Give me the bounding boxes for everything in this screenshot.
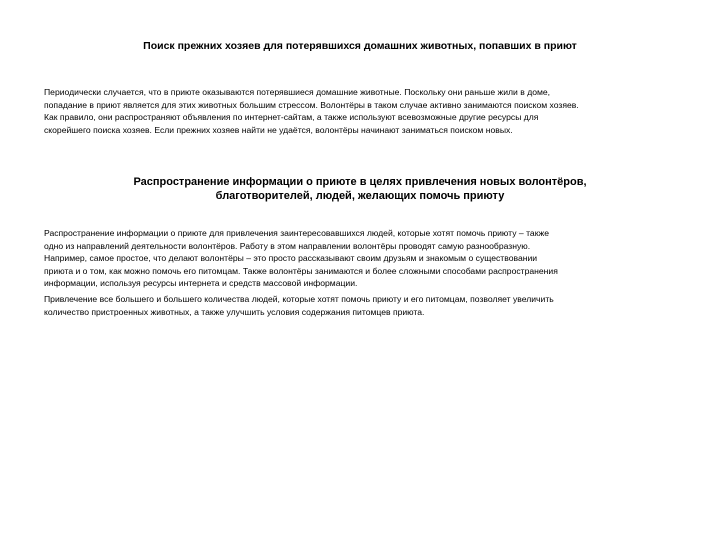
paragraph-line: Как правило, они распространяют объявления по интернет-сайтам, а также используют всевозможные другие ресурсы для: [44, 112, 539, 123]
paragraph-line: попадание в приют является для этих животных большим стрессом. Волонтёры в таком случае активно занимаются поиском хозяев.: [44, 99, 579, 110]
paragraph-line: Распространение информации о приюте для привлечения заинтересовавшихся людей, которые хотят помочь приюту – также: [44, 228, 549, 238]
paragraph-owner-search: [44, 86, 674, 136]
paragraph-line: Периодически случается, что в приюте оказываются потерявшиеся домашние животные. Поскольку они раньше жили в доме,: [44, 87, 551, 97]
section-title-text: Поиск прежних хозяев для потерявшихся домашних животных, попавших в приют: [143, 40, 577, 52]
paragraph-line: приюта и о том, как можно помочь его питомцам. Также волонтёры занимаются и более сложными способами распространения: [44, 265, 558, 276]
section-title-owner-search: [60, 40, 660, 53]
section-title-line: благотворителей, людей, желающих помочь приюту: [215, 190, 505, 202]
section-title-info-spread: [60, 175, 660, 203]
paragraph-line: количество пристроенных животных, а также улучшить условия содержания питомцев приюта.: [44, 306, 425, 317]
paragraph-line: Например, самое простое, что делают волонтёры – это просто рассказывают своим друзьям и знакомым о существовании: [44, 253, 538, 264]
paragraph-line: одно из направлений деятельности волонтёров. Работу в этом направлении волонтёры проводят самую разнообразную.: [44, 240, 531, 251]
paragraph-line: информации, используя ресурсы интернета и средств массовой информации.: [44, 278, 358, 289]
paragraph-line: Привлечение все большего и большего количества людей, которые хотят помочь приюту и его питомцам, позволяет увеличить: [44, 294, 554, 304]
section-title-line: Распространение информации о приюте в целях привлечения новых волонтёров,: [133, 176, 587, 188]
paragraph-line: скорейшего поиска хозяев. Если прежних хозяев найти не удаётся, волонтёры начинают заниматься поиском новых.: [44, 124, 513, 135]
paragraph-info-spread: [44, 227, 684, 290]
paragraph-attraction: [44, 293, 684, 318]
